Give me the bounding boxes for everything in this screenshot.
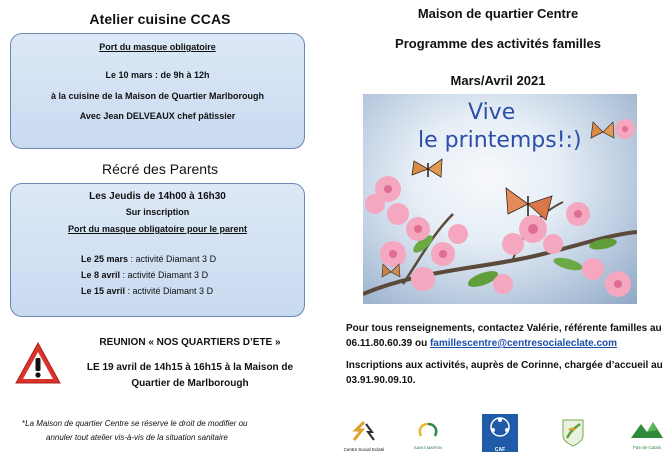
recre-mask-notice: Port du masque obligatoire pour le parent: [67, 224, 248, 234]
logo-centre-social: [342, 420, 386, 452]
atelier-mask-notice: Port du masque obligatoire: [99, 42, 216, 52]
photo-text-printemps: le printemps!:): [418, 128, 582, 153]
atelier-chef: Avec Jean DELVEAUX chef pâtissier: [79, 111, 236, 121]
inscription-line1: Inscriptions aux activités, auprès de Corinne, chargée d’accueil au: [346, 360, 663, 371]
recre-inscription: Sur inscription: [125, 207, 190, 217]
session-activity: : activité Diamant 3 D: [120, 270, 209, 280]
footnote-text-1: La Maison de quartier Centre se réserve le droit de modifier ou: [25, 419, 248, 428]
asterisk-icon: *: [22, 419, 26, 428]
session-date: Le 8 avril: [81, 270, 121, 280]
logo-caf: [482, 414, 518, 452]
recre-session-2: [81, 270, 304, 281]
logo-green-shield: [561, 418, 585, 448]
recre-when: Les Jeudis de 14h00 à 16h30: [89, 191, 226, 202]
atelier-box: [10, 33, 305, 149]
photo-text-vive: Vive: [468, 100, 516, 125]
warning-icon: [14, 341, 62, 385]
recre-title: Récré des Parents: [102, 161, 218, 177]
logo-centre-social-text: Centre Social Eclaté: [343, 447, 385, 452]
contact-line1: Pour tous renseignements, contactez Valérie, référente familles au: [346, 323, 662, 334]
program-title: Programme des activités familles: [395, 36, 601, 51]
atelier-place: à la cuisine de la Maison de Quartier Marlborough: [50, 91, 265, 101]
logo-pas-de-calais: [627, 418, 667, 452]
atelier-date-line: [11, 70, 304, 81]
page-title: Maison de quartier Centre: [417, 6, 579, 21]
footnote-line1: [22, 418, 247, 430]
reunion-line2: Quartier de Marlborough: [131, 378, 249, 389]
footnote-line2: annuler tout atelier vis-à-vis de la situation sanitaire: [46, 433, 228, 442]
session-activity: : activité Diamant 3 D: [128, 254, 217, 264]
contact-email-link[interactable]: famillescentre@centresocialeclate.com: [429, 338, 618, 349]
contact-phone: 06.11.80.60.39 ou: [346, 338, 430, 349]
reunion-title: REUNION « NOS QUARTIERS D’ETE »: [99, 337, 281, 348]
contact-line2: [346, 337, 617, 352]
recre-session-1: [81, 254, 304, 265]
atelier-time: de 9h à 12h: [160, 70, 210, 80]
recre-box: [10, 183, 305, 317]
reunion-line1: LE 19 avril de 14h15 à 16h15 à la Maison de: [86, 362, 294, 373]
spring-photo: [363, 94, 637, 304]
recre-session-3: [81, 286, 304, 297]
logo-saint-martin: [413, 422, 443, 452]
logo-caf-text: CAF: [494, 447, 506, 453]
period-title: Mars/Avril 2021: [450, 73, 546, 88]
session-date: Le 15 avril: [81, 286, 126, 296]
logo-saint-martin-text: SAINT-MARTIN: [413, 445, 443, 450]
atelier-date: Le 10 mars :: [105, 70, 161, 80]
logo-pas-de-calais-text: Pas-de-Calais: [632, 445, 662, 450]
inscription-line2: 03.91.90.09.10.: [346, 375, 416, 386]
atelier-title: Atelier cuisine CCAS: [89, 11, 231, 27]
session-activity: : activité Diamant 3 D: [125, 286, 214, 296]
session-date: Le 25 mars: [81, 254, 129, 264]
